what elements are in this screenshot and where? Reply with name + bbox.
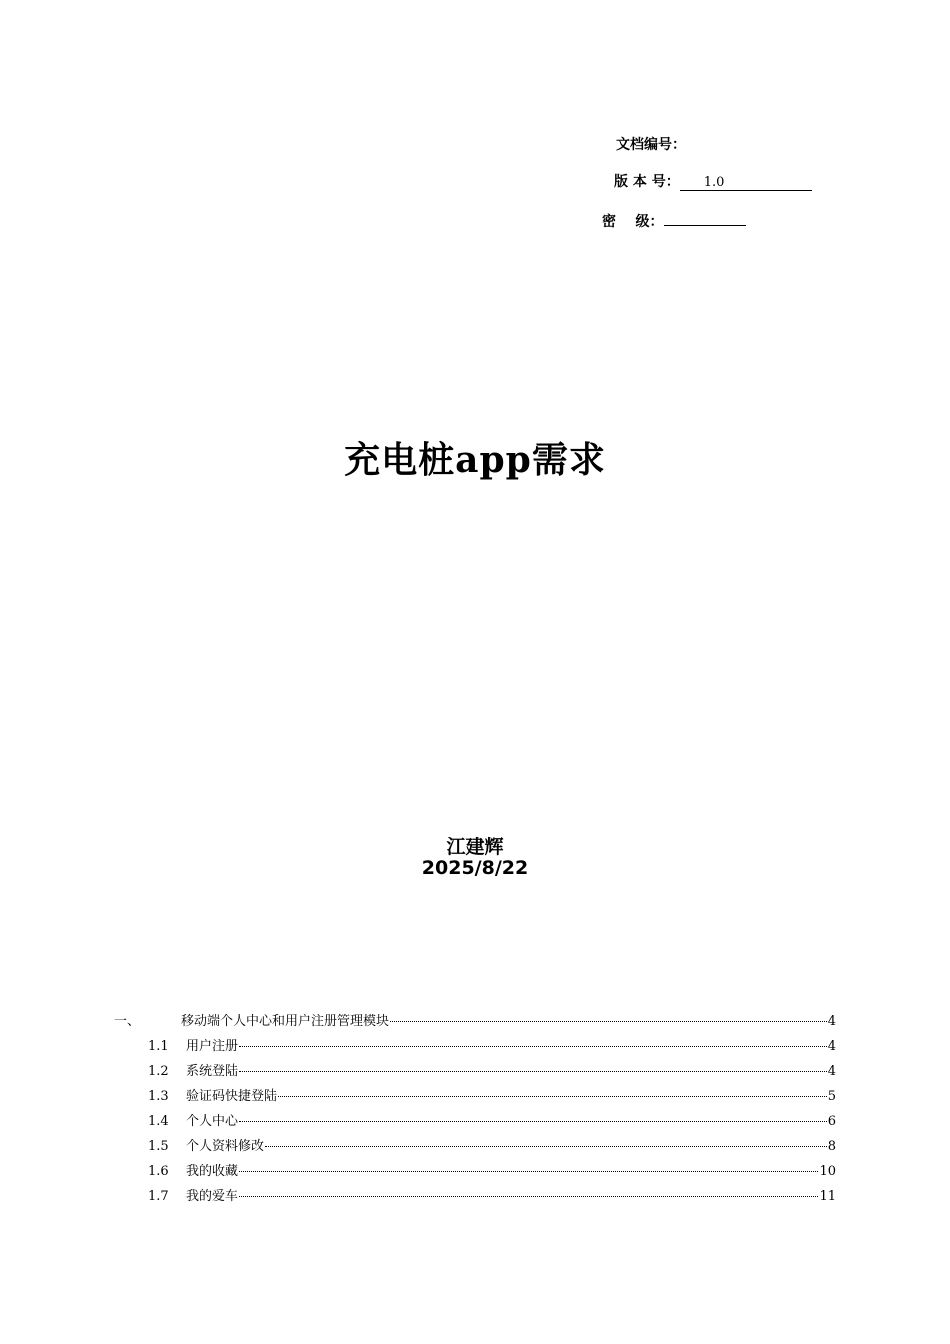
toc-entry-number: 1.5 [148, 1139, 169, 1154]
toc-entry-title: 我的收藏 [186, 1164, 239, 1179]
table-of-contents [114, 1010, 836, 1210]
version-label: 版 本 号： [614, 174, 680, 190]
toc-entry-page: 11 [819, 1189, 836, 1204]
toc-entry-number: 1.2 [148, 1064, 169, 1079]
toc-entry[interactable] [114, 1010, 836, 1035]
toc-entry-page: 10 [819, 1164, 836, 1179]
document-date: 2025/8/22 [421, 857, 529, 879]
version-number [614, 171, 812, 191]
toc-entry[interactable] [114, 1160, 836, 1185]
author-name: 江建辉 [446, 836, 504, 858]
document-title: 充电桩app需求 [344, 439, 606, 481]
toc-entry-page: 5 [827, 1089, 836, 1104]
document-number-label: 文档编号： [616, 137, 686, 153]
toc-entry[interactable] [114, 1060, 836, 1085]
toc-entry-title: 移动端个人中心和用户注册管理模块 [181, 1014, 390, 1029]
toc-entry[interactable] [114, 1185, 836, 1210]
security-level-value [664, 208, 746, 226]
toc-dot-leader [265, 1146, 827, 1147]
toc-entry[interactable] [114, 1085, 836, 1110]
toc-entry-title: 个人资料修改 [186, 1139, 265, 1154]
toc-entry[interactable] [114, 1110, 836, 1135]
toc-dot-leader [390, 1021, 827, 1022]
toc-dot-leader [278, 1096, 827, 1097]
toc-entry-title: 系统登陆 [186, 1064, 239, 1079]
toc-dot-leader [239, 1071, 827, 1072]
toc-entry-number: 一、 [114, 1014, 141, 1029]
toc-dot-leader [239, 1171, 818, 1172]
toc-entry[interactable] [114, 1135, 836, 1160]
toc-entry-page: 8 [827, 1139, 836, 1154]
toc-entry-title: 用户注册 [186, 1039, 239, 1054]
toc-entry[interactable] [114, 1035, 836, 1060]
toc-entry-title: 验证码快捷登陆 [186, 1089, 278, 1104]
toc-dot-leader [239, 1046, 827, 1047]
document-number [616, 134, 686, 154]
toc-entry-page: 6 [827, 1114, 836, 1129]
security-level [602, 208, 746, 231]
toc-entry-title: 个人中心 [186, 1114, 239, 1129]
toc-dot-leader [239, 1196, 818, 1197]
toc-entry-page: 4 [827, 1039, 836, 1054]
toc-entry-number: 1.4 [148, 1114, 169, 1129]
toc-dot-leader [239, 1121, 827, 1122]
toc-entry-number: 1.1 [148, 1039, 169, 1054]
toc-entry-number: 1.6 [148, 1164, 169, 1179]
toc-entry-number: 1.7 [148, 1189, 169, 1204]
security-level-label: 密 级： [602, 214, 664, 230]
toc-entry-number: 1.3 [148, 1089, 169, 1104]
toc-entry-page: 4 [827, 1064, 836, 1079]
version-value: 1.0 [680, 174, 812, 191]
toc-entry-page: 4 [827, 1014, 836, 1029]
toc-entry-title: 我的爱车 [186, 1189, 239, 1204]
